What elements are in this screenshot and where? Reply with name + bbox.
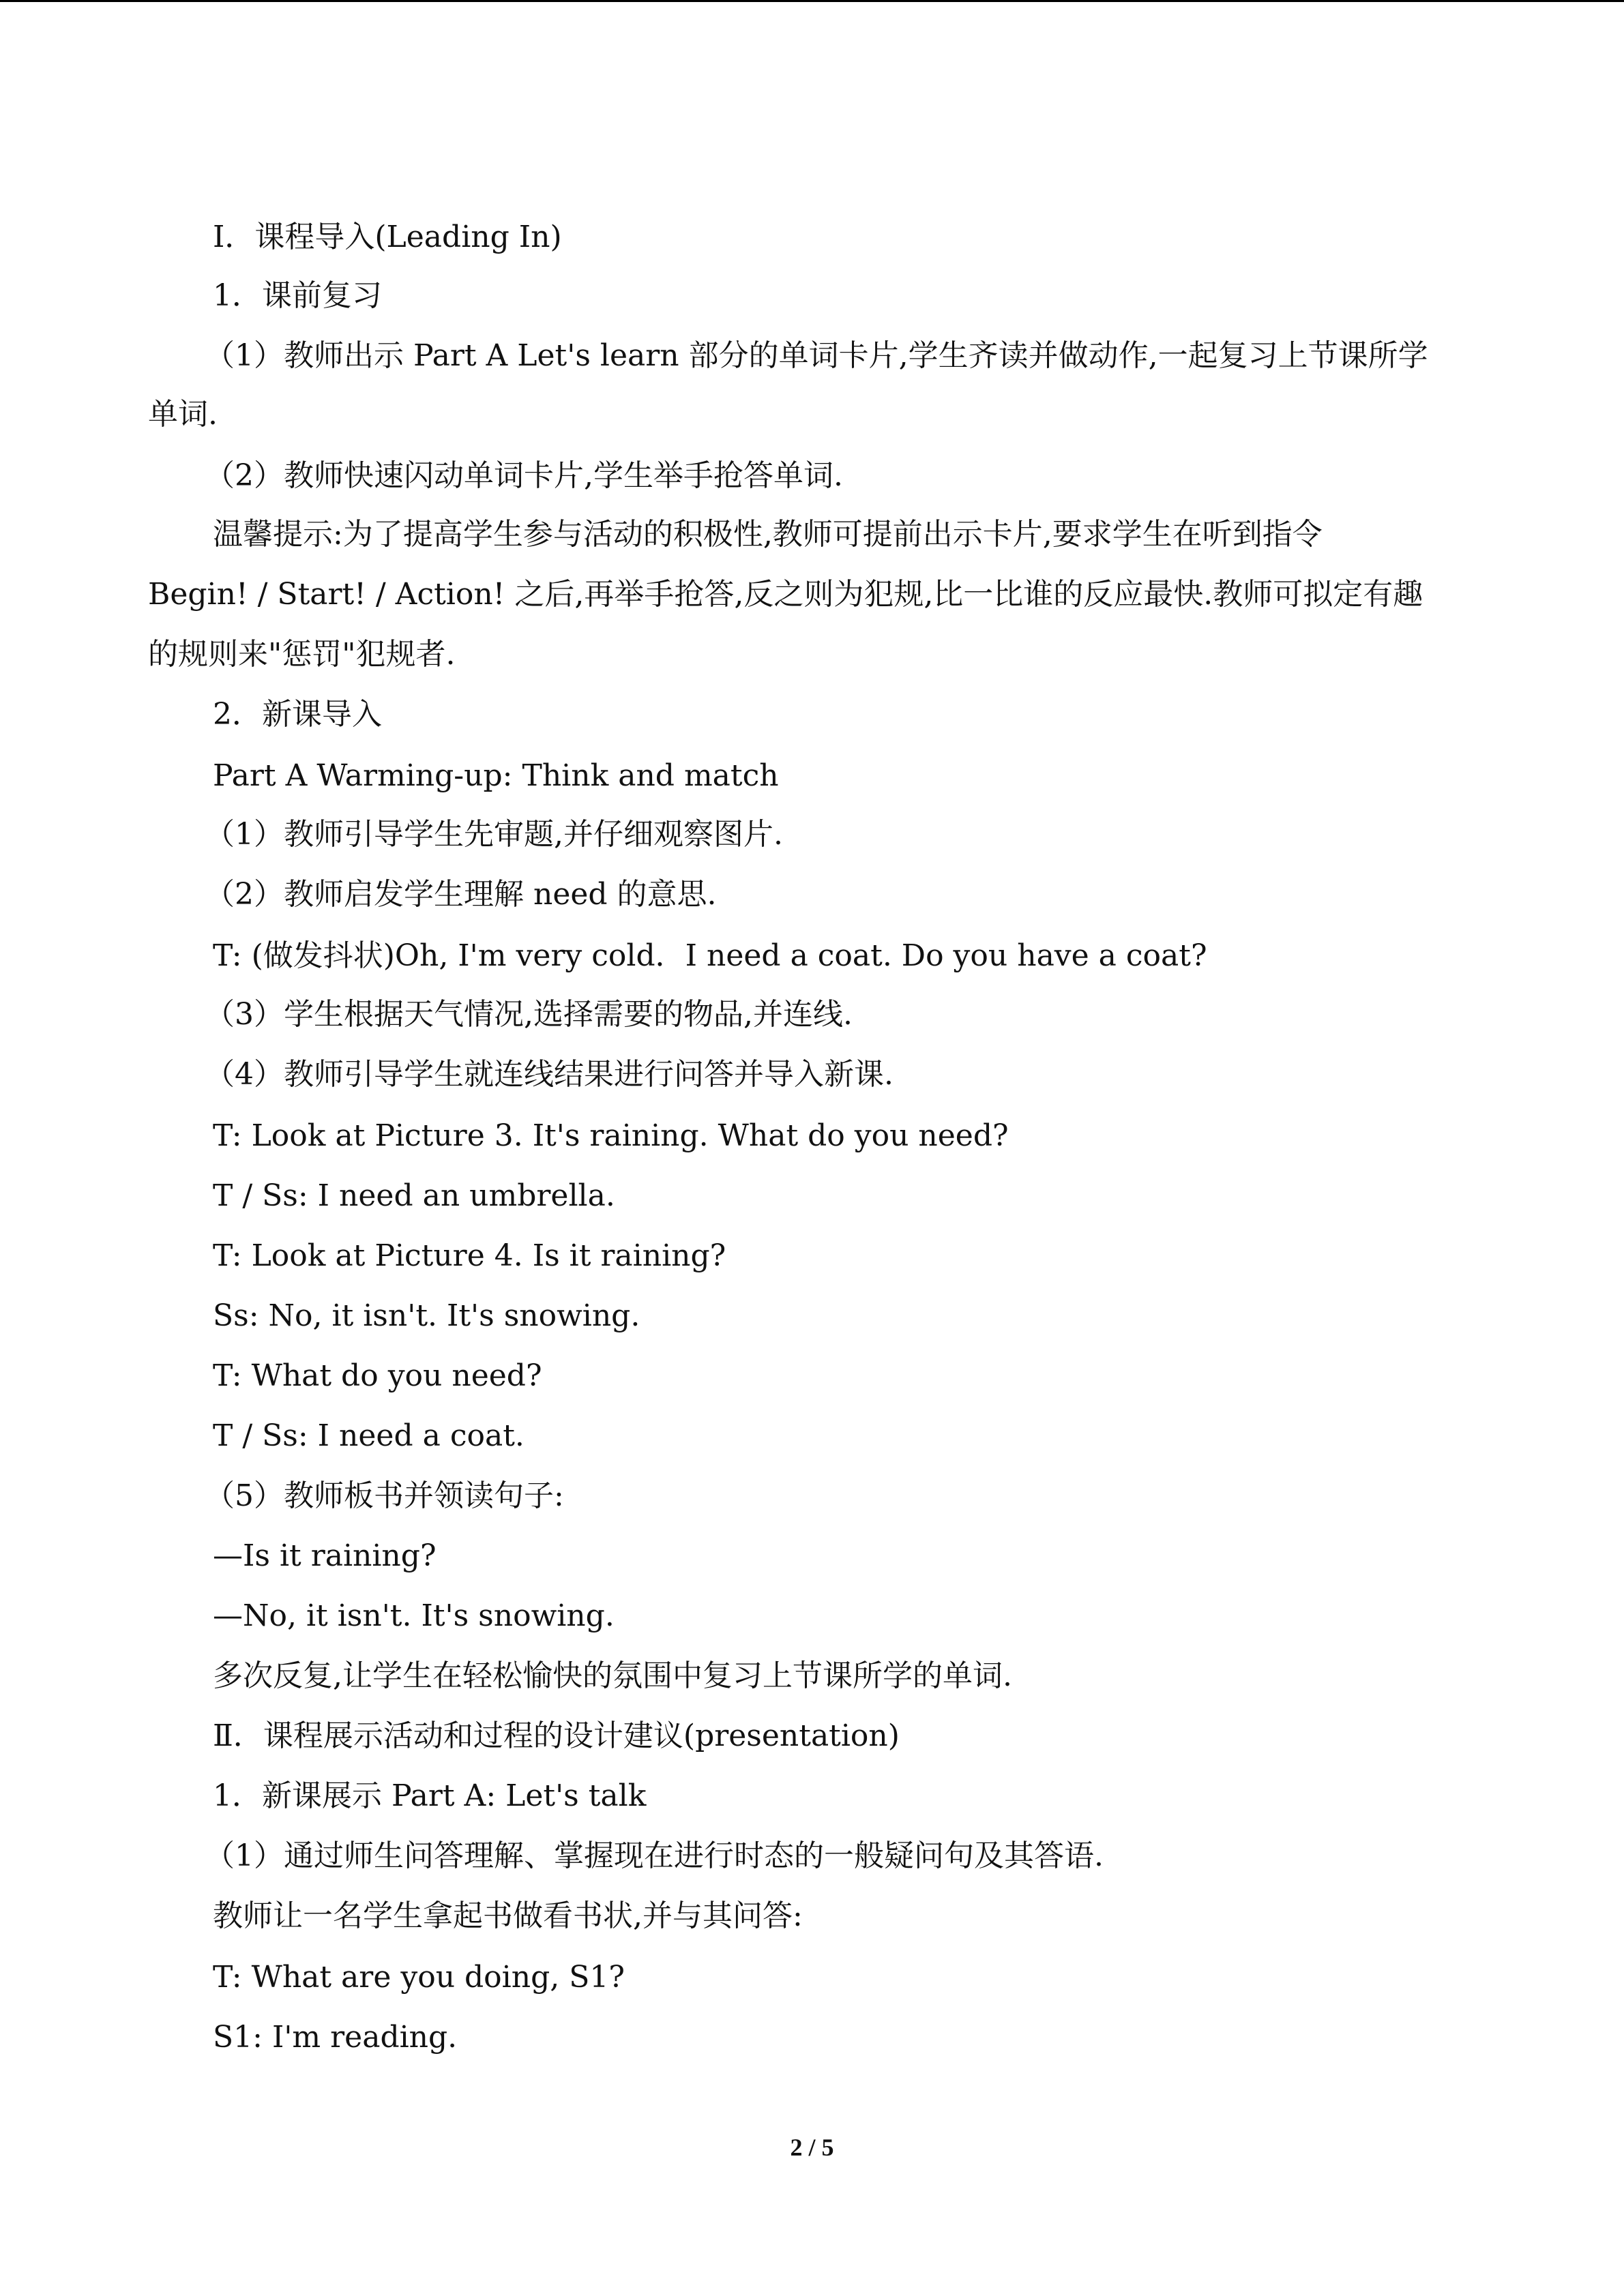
paragraph-line: 教师让一名学生拿起书做看书状,并与其问答: xyxy=(213,1898,803,1933)
paragraph-line: （1）教师出示 Part A Let's learn 部分的单词卡片,学生齐读并做动作,一起复习上节课所学 xyxy=(205,338,1428,373)
dialogue-line: T: (做发抖状)Oh, I'm very cold．I need a coat. Do you have a coat? xyxy=(213,938,1207,973)
section-heading-presentation: Ⅱ．课程展示活动和过程的设计建议(presentation) xyxy=(213,1718,900,1753)
paragraph-line: （4）教师引导学生就连线结果进行问答并导入新课. xyxy=(205,1057,894,1092)
dialogue-line: T: Look at Picture 3. It's raining. What do you need? xyxy=(213,1118,1009,1153)
paragraph-line: （3）学生根据天气情况,选择需要的物品,并连线. xyxy=(205,997,853,1032)
dialogue-line: —Is it raining? xyxy=(213,1538,437,1573)
dialogue-line: T: Look at Picture 4. Is it raining? xyxy=(213,1238,726,1273)
subheading-review: 1．课前复习 xyxy=(213,278,382,313)
paragraph-line: （2）教师启发学生理解 need 的意思. xyxy=(205,877,717,912)
paragraph-line: 多次反复,让学生在轻松愉快的氛围中复习上节课所学的单词. xyxy=(213,1658,1012,1693)
tip-line: Begin! / Start! / Action! 之后,再举手抢答,反之则为犯规,比一比谁的反应最快.教师可拟定有趣 xyxy=(148,577,1423,612)
dialogue-line: T: What are you doing, S1? xyxy=(213,1960,625,1995)
paragraph-line: （1）教师引导学生先审题,并仔细观察图片. xyxy=(205,817,783,852)
section-heading-leading-in: Ⅰ．课程导入(Leading In) xyxy=(213,220,562,254)
subheading-lets-talk: 1．新课展示 Part A: Let's talk xyxy=(213,1778,647,1813)
dialogue-line: —No, it isn't. It's snowing. xyxy=(213,1598,615,1633)
dialogue-line: Ss: No, it isn't. It's snowing. xyxy=(213,1298,640,1333)
dialogue-line: T / Ss: I need an umbrella. xyxy=(213,1178,615,1213)
page-number: 2 / 5 xyxy=(790,2134,834,2161)
dialogue-line: T: What do you need? xyxy=(213,1358,542,1393)
paragraph-line: （5）教师板书并领读句子: xyxy=(205,1478,564,1513)
activity-title: Part A Warming-up: Think and match xyxy=(213,758,779,793)
paragraph-line: （1）通过师生问答理解、掌握现在进行时态的一般疑问句及其答语. xyxy=(205,1838,1104,1873)
dialogue-line: T / Ss: I need a coat. xyxy=(213,1418,525,1453)
dialogue-line: S1: I'm reading. xyxy=(213,2020,458,2055)
tip-line: 温馨提示:为了提高学生参与活动的积极性,教师可提前出示卡片,要求学生在听到指令 xyxy=(213,517,1323,552)
tip-line: 的规则来"惩罚"犯规者. xyxy=(148,637,456,672)
paragraph-line: （2）教师快速闪动单词卡片,学生举手抢答单词. xyxy=(205,458,843,493)
subheading-new-lesson: 2．新课导入 xyxy=(213,697,382,732)
paragraph-line: 单词. xyxy=(148,397,218,432)
